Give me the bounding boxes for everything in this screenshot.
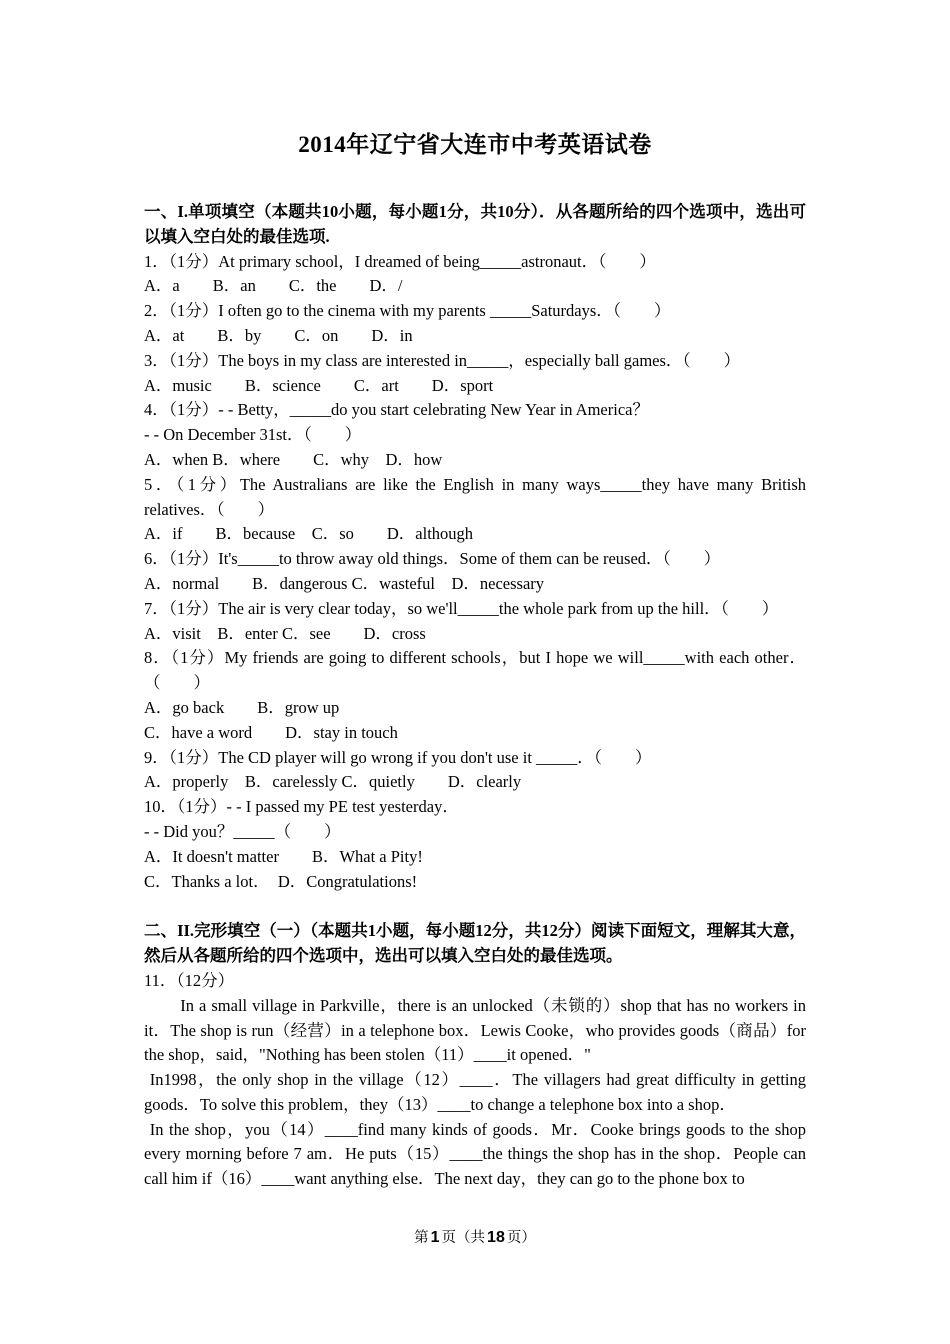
question-9-stem: 9．（1分）The CD player will go wrong if you don't use it _____．（ ）: [144, 747, 652, 767]
question-10-stem-2: - - Did you？_____（ ）: [144, 821, 341, 841]
question-2-stem: 2．（1分）I often go to the cinema with my parents _____Saturdays．（ ）: [144, 301, 671, 321]
question-1-options: A．a B．an C．the D．/: [144, 276, 403, 296]
footer-total-pages: 18: [487, 1229, 505, 1246]
footer-prefix: 第: [414, 1230, 429, 1246]
question-4-options: A．when B．where C．why D．how: [144, 449, 443, 469]
page-footer: [0, 1227, 950, 1249]
question-8-options-cd: C．have a word D．stay in touch: [144, 722, 398, 742]
footer-middle: 页（共: [441, 1230, 486, 1246]
question-2: [144, 299, 806, 349]
question-3: [144, 349, 806, 399]
footer-page-number: 1: [430, 1229, 440, 1246]
question-3-stem: 3．（1分）The boys in my class are interested in_____，especially ball games．（ ）: [144, 350, 741, 370]
cloze-paragraph-2: In1998，the only shop in the village（12）____．The villagers had great difficulty in getting goods．To solve this problem，they（13）____to change a telephone box into a shop．: [144, 1070, 811, 1114]
question-10-options-ab: A．It doesn't matter B．What a Pity!: [144, 846, 423, 866]
section-2: [144, 919, 811, 1192]
question-6-stem: 6．（1分）It's_____to throw away old things．Some of them can be reused．（ ）: [144, 549, 721, 569]
question-8-options-ab: A．go back B．grow up: [144, 697, 340, 717]
footer-suffix: 页）: [506, 1230, 536, 1246]
question-4-stem: 4．（1分）- - Betty，_____do you start celebrating New Year in America？: [144, 400, 649, 420]
exam-title: 2014年辽宁省大连市中考英语试卷: [298, 132, 652, 157]
question-6: [144, 547, 806, 597]
exam-content: [144, 200, 811, 1192]
question-10-options-cd: C．Thanks a lot． D．Congratulations!: [144, 871, 418, 891]
question-5-options: A．if B．because C．so D．although: [144, 524, 474, 544]
question-4-stem-2: - - On December 31st．（ ）: [144, 425, 362, 445]
question-3-options: A．music B．science C．art D．sport: [144, 375, 494, 395]
question-7-options: A．visit B．enter C．see D．cross: [144, 623, 426, 643]
question-4: [144, 398, 806, 472]
question-5-stem: 5．（1分）The Australians are like the English in many ways_____they have many British relatives．（ ）: [144, 474, 811, 519]
question-10-stem: 10．（1分）- - I passed my PE test yesterday．: [144, 797, 459, 817]
question-7: [144, 597, 806, 647]
question-9: [144, 746, 806, 796]
question-8: [144, 646, 806, 745]
question-10: [144, 795, 806, 894]
section2-heading: 二、II.完形填空（一）（本题共1小题，每小题12分，共12分）阅读下面短文，理解其大意，然后从各题所给的四个选项中，选出可以填入空白处的最佳选项。: [144, 921, 806, 966]
question-2-options: A．at B．by C．on D．in: [144, 325, 413, 345]
question-1: [144, 250, 806, 300]
question-5: [144, 473, 811, 547]
cloze-paragraph-3: In the shop，you（14）____find many kinds of goods．Mr．Cooke brings goods to the shop every morning before 7 am．He puts（15）____the things the shop has in the shop．People can call him if（16）____want anything else．The next day，they can go to the phone box to: [144, 1119, 811, 1189]
question-6-options: A．normal B．dangerous C．wasteful D．necessary: [144, 573, 545, 593]
question-11-number: 11．（12分）: [144, 970, 235, 990]
question-8-stem: 8．（1分）My friends are going to different schools，but I hope we will_____with each other．（ ）: [144, 648, 806, 693]
question-7-stem: 7．（1分）The air is very clear today，so we'll_____the whole park from up the hill．（ ）: [144, 598, 779, 618]
question-9-options: A．properly B．carelessly C．quietly D．clearly: [144, 772, 522, 792]
question-1-stem: 1．（1分）At primary school，I dreamed of being_____astronaut．（ ）: [144, 251, 656, 271]
section1-heading: 一、I.单项填空（本题共10小题，每小题1分，共10分）．从各题所给的四个选项中，选出可以填入空白处的最佳选项.: [144, 202, 806, 246]
cloze-paragraph-1: In a small village in Parkville，there is an unlocked（未锁的）shop that has no workers in it．The shop is run（经营）in a telephone box．Lewis Cooke，who provides goods（商品）for the shop，said，"Nothing has been stolen（11）____it opened．": [144, 995, 811, 1065]
